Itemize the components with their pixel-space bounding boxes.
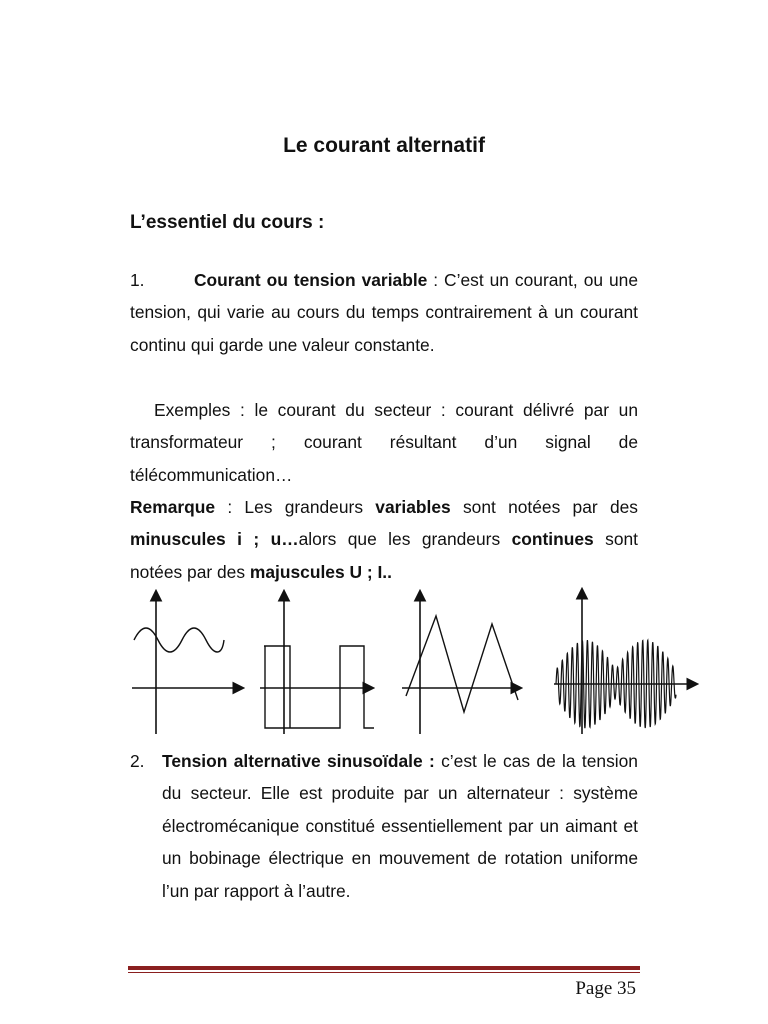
remark-text: sont notées par des xyxy=(450,497,638,517)
triangle-curve xyxy=(406,616,518,712)
remark-label: Remarque xyxy=(130,497,216,517)
paragraph-examples: Exemples : le courant du secteur : courant délivré par un transformateur ; courant résultant d’un signal de télécommunication… xyxy=(130,400,638,485)
page-title: Le courant alternatif xyxy=(283,134,485,157)
remark-text: alors que les grandeurs xyxy=(298,529,512,550)
remark-bold: majuscules U ; I.. xyxy=(249,561,392,582)
remark-text: : Les grandeurs xyxy=(215,497,376,517)
paragraph-variable-current xyxy=(130,264,638,361)
remark-bold: variables xyxy=(375,497,451,517)
remark-bold: continues xyxy=(511,529,594,550)
waveform-figures xyxy=(120,584,700,744)
footer-rule-thin xyxy=(128,972,640,973)
remark-text: sont notées par des xyxy=(130,529,638,582)
item-number: 1. xyxy=(130,270,145,290)
definition-text: c’est le cas de la tension du secteur. Elle est produite par un alternateur : système électromécanique constitué essentiellement par un aimant et un bobinage électrique en mouvement de rotation uniforme l’un par rapport à l’autre. xyxy=(162,751,638,901)
sine-wave-figure xyxy=(132,592,242,734)
section-heading: L’essentiel du cours : xyxy=(130,212,325,233)
page-number: Page 35 xyxy=(575,978,636,999)
definition-text: : C’est un courant, ou une tension, qui varie au cours du temps contrairement à un courant continu qui garde une valeur constante. xyxy=(130,270,638,355)
paragraph-sinusoidal-voltage xyxy=(130,745,638,907)
square-wave-figure xyxy=(260,592,374,734)
sine-curve xyxy=(134,628,224,652)
triangle-wave-figure xyxy=(402,592,520,734)
term-variable-current: Courant ou tension variable xyxy=(194,270,428,290)
paragraph-remark xyxy=(130,491,638,588)
remark-bold: minuscules i ; u… xyxy=(130,529,299,550)
term-sinusoidal-voltage: Tension alternative sinusoïdale : xyxy=(162,751,435,771)
footer-rule xyxy=(128,966,640,970)
item-number: 2. xyxy=(130,751,145,771)
item-body xyxy=(162,745,638,907)
modulated-signal-figure xyxy=(554,590,696,734)
square-curve xyxy=(264,646,374,728)
